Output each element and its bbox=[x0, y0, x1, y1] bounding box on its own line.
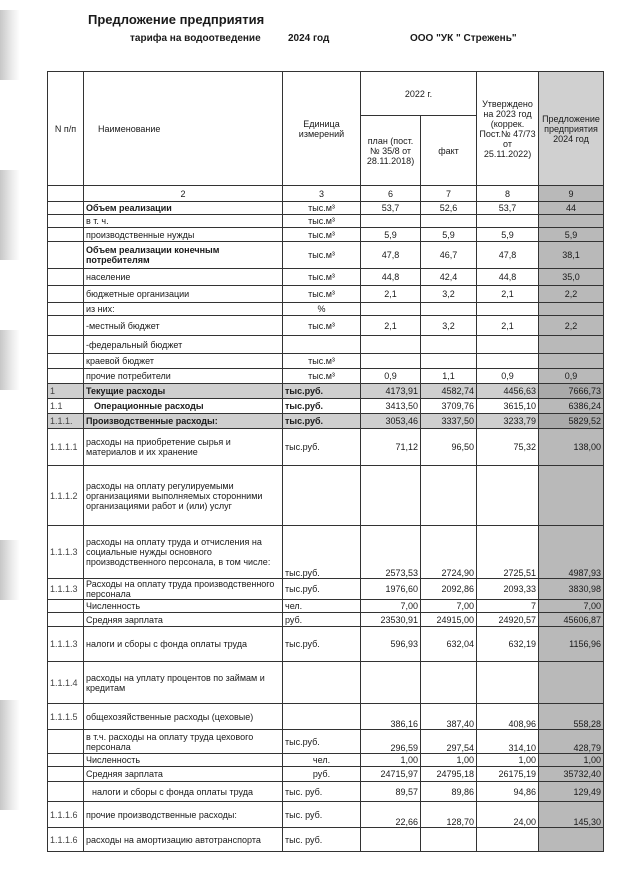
col-approved-header: Утверждено на 2023 год (коррек. Пост.№ 47/73 от 25.11.2022) bbox=[477, 72, 539, 186]
colnum-2: 2 bbox=[84, 186, 283, 202]
row-proposal: 145,30 bbox=[539, 802, 604, 828]
table-row bbox=[48, 303, 604, 316]
row-plan: 22,66 bbox=[361, 802, 421, 828]
row-fact: 128,70 bbox=[421, 802, 477, 828]
table-row bbox=[48, 369, 604, 384]
row-plan: 596,93 bbox=[361, 627, 421, 662]
table-row bbox=[48, 215, 604, 228]
row-plan: 71,12 bbox=[361, 429, 421, 466]
row-num bbox=[48, 600, 84, 613]
row-approved: 7 bbox=[477, 600, 539, 613]
row-proposal: 35,0 bbox=[539, 269, 604, 286]
scan-shadow-lower bbox=[0, 540, 20, 600]
table-row bbox=[48, 704, 604, 730]
row-proposal: 0,9 bbox=[539, 369, 604, 384]
row-name: Объем реализации bbox=[84, 202, 283, 215]
row-approved: 314,10 bbox=[477, 730, 539, 754]
row-fact: 1,1 bbox=[421, 369, 477, 384]
row-fact: 3,2 bbox=[421, 286, 477, 303]
row-unit: тыс.руб. bbox=[283, 579, 361, 600]
row-plan: 23530,91 bbox=[361, 613, 421, 627]
row-fact bbox=[421, 354, 477, 369]
row-approved: 2,1 bbox=[477, 316, 539, 336]
row-unit: тыс.м³ bbox=[283, 354, 361, 369]
row-num bbox=[48, 316, 84, 336]
scan-shadow-middle-2 bbox=[0, 330, 20, 390]
row-num: 1.1.1.5 bbox=[48, 704, 84, 730]
row-num bbox=[48, 354, 84, 369]
col-num-header: N п/п bbox=[48, 72, 84, 186]
row-approved: 26175,19 bbox=[477, 767, 539, 782]
row-plan: 5,9 bbox=[361, 228, 421, 242]
row-plan bbox=[361, 662, 421, 704]
row-proposal: 7,00 bbox=[539, 600, 604, 613]
row-proposal: 5,9 bbox=[539, 228, 604, 242]
row-num: 1.1.1. bbox=[48, 414, 84, 429]
row-fact bbox=[421, 303, 477, 316]
row-name: бюджетные организации bbox=[84, 286, 283, 303]
row-fact: 1,00 bbox=[421, 754, 477, 767]
row-name: Расходы на оплату труда производственного персонала bbox=[84, 579, 283, 600]
row-unit: % bbox=[283, 303, 361, 316]
row-approved: 94,86 bbox=[477, 782, 539, 802]
row-fact: 387,40 bbox=[421, 704, 477, 730]
colnum-empty bbox=[48, 186, 84, 202]
row-unit: тыс.руб. bbox=[283, 429, 361, 466]
row-name: из них: bbox=[84, 303, 283, 316]
row-fact: 42,4 bbox=[421, 269, 477, 286]
row-proposal: 1156,96 bbox=[539, 627, 604, 662]
row-fact: 7,00 bbox=[421, 600, 477, 613]
row-approved bbox=[477, 662, 539, 704]
row-unit: тыс.м³ bbox=[283, 242, 361, 269]
row-approved: 408,96 bbox=[477, 704, 539, 730]
row-approved: 2,1 bbox=[477, 286, 539, 303]
column-numbers-row bbox=[48, 186, 604, 202]
row-name: краевой бюджет bbox=[84, 354, 283, 369]
row-name: прочие потребители bbox=[84, 369, 283, 384]
row-fact: 96,50 bbox=[421, 429, 477, 466]
document-title: Предложение предприятия bbox=[88, 12, 265, 27]
row-num: 1.1.1.3 bbox=[48, 526, 84, 579]
table-row bbox=[48, 202, 604, 215]
row-name: налоги и сборы с фонда оплаты труда bbox=[84, 627, 283, 662]
document-year: 2024 год bbox=[288, 33, 330, 44]
row-fact: 5,9 bbox=[421, 228, 477, 242]
row-plan: 3053,46 bbox=[361, 414, 421, 429]
organization-name: ООО "УК " Стрежень" bbox=[410, 33, 517, 44]
row-approved: 1,00 bbox=[477, 754, 539, 767]
row-num: 1 bbox=[48, 384, 84, 399]
row-plan: 4173,91 bbox=[361, 384, 421, 399]
row-name: прочие производственные расходы: bbox=[84, 802, 283, 828]
row-plan: 0,9 bbox=[361, 369, 421, 384]
row-plan: 2,1 bbox=[361, 286, 421, 303]
row-fact: 4582,74 bbox=[421, 384, 477, 399]
row-unit: чел. bbox=[283, 754, 361, 767]
colnum-8: 8 bbox=[477, 186, 539, 202]
table-row bbox=[48, 466, 604, 526]
row-plan: 1,00 bbox=[361, 754, 421, 767]
row-approved bbox=[477, 354, 539, 369]
table-row bbox=[48, 336, 604, 354]
row-approved: 75,32 bbox=[477, 429, 539, 466]
row-fact: 24795,18 bbox=[421, 767, 477, 782]
row-approved: 3233,79 bbox=[477, 414, 539, 429]
row-plan: 2,1 bbox=[361, 316, 421, 336]
row-plan bbox=[361, 336, 421, 354]
scan-shadow-middle bbox=[0, 170, 20, 260]
table-row bbox=[48, 627, 604, 662]
row-name: Средняя зарплата bbox=[84, 613, 283, 627]
row-name: -федеральный бюджет bbox=[84, 336, 283, 354]
table-row bbox=[48, 354, 604, 369]
document-subtitle: тарифа на водоотведение bbox=[130, 33, 261, 44]
row-fact: 2092,86 bbox=[421, 579, 477, 600]
row-fact: 3,2 bbox=[421, 316, 477, 336]
row-plan bbox=[361, 466, 421, 526]
row-plan: 1976,60 bbox=[361, 579, 421, 600]
row-name: производственные нужды bbox=[84, 228, 283, 242]
row-proposal: 428,79 bbox=[539, 730, 604, 754]
table-row bbox=[48, 286, 604, 303]
row-plan: 386,16 bbox=[361, 704, 421, 730]
table-row bbox=[48, 242, 604, 269]
row-plan: 44,8 bbox=[361, 269, 421, 286]
row-approved: 0,9 bbox=[477, 369, 539, 384]
row-approved: 4456,63 bbox=[477, 384, 539, 399]
row-unit: тыс. руб. bbox=[283, 802, 361, 828]
row-num bbox=[48, 215, 84, 228]
row-approved bbox=[477, 336, 539, 354]
row-name: Производственные расходы: bbox=[84, 414, 283, 429]
row-fact: 297,54 bbox=[421, 730, 477, 754]
row-unit: тыс.м³ bbox=[283, 286, 361, 303]
row-proposal: 6386,24 bbox=[539, 399, 604, 414]
row-name: Операционные расходы bbox=[84, 399, 283, 414]
table-row bbox=[48, 662, 604, 704]
colnum-3: 3 bbox=[283, 186, 361, 202]
row-fact bbox=[421, 662, 477, 704]
row-proposal: 1,00 bbox=[539, 754, 604, 767]
row-proposal: 2,2 bbox=[539, 286, 604, 303]
row-unit: тыс.руб. bbox=[283, 399, 361, 414]
row-name: -местный бюджет bbox=[84, 316, 283, 336]
row-approved: 53,7 bbox=[477, 202, 539, 215]
table-row bbox=[48, 828, 604, 852]
row-proposal: 2,2 bbox=[539, 316, 604, 336]
row-fact: 2724,90 bbox=[421, 526, 477, 579]
scan-shadow-bottom bbox=[0, 700, 20, 810]
document-header bbox=[0, 0, 620, 70]
col-proposal-header: Предложение предприятия 2024 год bbox=[539, 72, 604, 186]
table-row bbox=[48, 802, 604, 828]
row-plan bbox=[361, 215, 421, 228]
row-unit: руб. bbox=[283, 767, 361, 782]
row-num: 1.1.1.4 bbox=[48, 662, 84, 704]
row-approved: 24,00 bbox=[477, 802, 539, 828]
row-unit: руб. bbox=[283, 613, 361, 627]
row-num bbox=[48, 286, 84, 303]
row-fact: 632,04 bbox=[421, 627, 477, 662]
row-num bbox=[48, 303, 84, 316]
table-row bbox=[48, 384, 604, 399]
row-num: 1.1.1.3 bbox=[48, 627, 84, 662]
col-plan-header: план (пост.№ 35/8 от 28.11.2018) bbox=[361, 116, 421, 186]
col-fact-header: факт bbox=[421, 116, 477, 186]
row-num bbox=[48, 613, 84, 627]
row-num bbox=[48, 730, 84, 754]
row-approved: 3615,10 bbox=[477, 399, 539, 414]
row-plan: 89,57 bbox=[361, 782, 421, 802]
row-num bbox=[48, 202, 84, 215]
row-num bbox=[48, 228, 84, 242]
row-num bbox=[48, 369, 84, 384]
row-unit bbox=[283, 336, 361, 354]
row-fact bbox=[421, 466, 477, 526]
row-proposal bbox=[539, 303, 604, 316]
row-fact: 89,86 bbox=[421, 782, 477, 802]
tariff-table bbox=[47, 71, 604, 852]
row-unit: тыс.м³ bbox=[283, 202, 361, 215]
row-plan: 24715,97 bbox=[361, 767, 421, 782]
row-plan: 53,7 bbox=[361, 202, 421, 215]
row-name: Численность bbox=[84, 754, 283, 767]
row-name: налоги и сборы с фонда оплаты труда bbox=[84, 782, 283, 802]
row-plan: 2573,53 bbox=[361, 526, 421, 579]
row-num: 1.1.1.2 bbox=[48, 466, 84, 526]
row-num: 1.1.1.6 bbox=[48, 802, 84, 828]
row-proposal: 5829,52 bbox=[539, 414, 604, 429]
table-row bbox=[48, 754, 604, 767]
table-row bbox=[48, 600, 604, 613]
table-row bbox=[48, 730, 604, 754]
row-unit: тыс.м³ bbox=[283, 369, 361, 384]
table-row bbox=[48, 228, 604, 242]
row-fact bbox=[421, 828, 477, 852]
col-name-header: Наименование bbox=[84, 72, 283, 186]
table-row bbox=[48, 399, 604, 414]
row-proposal: 558,28 bbox=[539, 704, 604, 730]
col-2022-header: 2022 г. bbox=[361, 72, 477, 116]
row-unit: тыс.м³ bbox=[283, 316, 361, 336]
row-unit: тыс. руб. bbox=[283, 782, 361, 802]
row-unit bbox=[283, 466, 361, 526]
row-approved: 2725,51 bbox=[477, 526, 539, 579]
row-fact: 24915,00 bbox=[421, 613, 477, 627]
row-unit: тыс.м³ bbox=[283, 269, 361, 286]
row-name: расходы на амортизацию автотранспорта bbox=[84, 828, 283, 852]
table-row bbox=[48, 414, 604, 429]
row-approved: 632,19 bbox=[477, 627, 539, 662]
row-proposal: 45606,87 bbox=[539, 613, 604, 627]
row-unit: чел. bbox=[283, 600, 361, 613]
table-row bbox=[48, 269, 604, 286]
row-num bbox=[48, 754, 84, 767]
row-approved bbox=[477, 466, 539, 526]
row-proposal: 38,1 bbox=[539, 242, 604, 269]
row-proposal bbox=[539, 466, 604, 526]
row-proposal: 3830,98 bbox=[539, 579, 604, 600]
row-proposal: 4987,93 bbox=[539, 526, 604, 579]
table-row bbox=[48, 767, 604, 782]
row-proposal bbox=[539, 336, 604, 354]
row-plan bbox=[361, 828, 421, 852]
row-unit: тыс. руб. bbox=[283, 828, 361, 852]
row-proposal: 7666,73 bbox=[539, 384, 604, 399]
row-fact bbox=[421, 336, 477, 354]
row-num bbox=[48, 782, 84, 802]
row-proposal: 129,49 bbox=[539, 782, 604, 802]
row-num bbox=[48, 336, 84, 354]
row-unit: тыс.м³ bbox=[283, 228, 361, 242]
colnum-7: 7 bbox=[421, 186, 477, 202]
row-name: население bbox=[84, 269, 283, 286]
row-proposal bbox=[539, 215, 604, 228]
row-unit bbox=[283, 704, 361, 730]
row-plan: 7,00 bbox=[361, 600, 421, 613]
row-fact bbox=[421, 215, 477, 228]
colnum-6: 6 bbox=[361, 186, 421, 202]
row-unit bbox=[283, 662, 361, 704]
row-name: Объем реализации конечным потребителям bbox=[84, 242, 283, 269]
col-unit-header: Единица измерений bbox=[283, 72, 361, 186]
row-unit: тыс.руб. bbox=[283, 627, 361, 662]
row-unit: тыс.м³ bbox=[283, 215, 361, 228]
row-approved bbox=[477, 215, 539, 228]
row-approved: 47,8 bbox=[477, 242, 539, 269]
row-unit: тыс.руб. bbox=[283, 730, 361, 754]
row-name: Средняя зарплата bbox=[84, 767, 283, 782]
row-name: Текущие расходы bbox=[84, 384, 283, 399]
row-proposal bbox=[539, 662, 604, 704]
table-row bbox=[48, 526, 604, 579]
row-approved: 2093,33 bbox=[477, 579, 539, 600]
row-name: расходы на приобретение сырья и материалов и их хранение bbox=[84, 429, 283, 466]
row-num bbox=[48, 767, 84, 782]
row-name: общехозяйственные расходы (цеховые) bbox=[84, 704, 283, 730]
row-name: в т.ч. расходы на оплату труда цехового персонала bbox=[84, 730, 283, 754]
table-row bbox=[48, 429, 604, 466]
row-name: расходы на оплату регулируемыми организациями выполняемых сторонними организациями работ и (или) услуг bbox=[84, 466, 283, 526]
row-proposal bbox=[539, 354, 604, 369]
row-num: 1.1.1.1 bbox=[48, 429, 84, 466]
row-fact: 3337,50 bbox=[421, 414, 477, 429]
header-row-1 bbox=[48, 72, 604, 116]
row-approved: 44,8 bbox=[477, 269, 539, 286]
row-num bbox=[48, 242, 84, 269]
row-unit: тыс.руб. bbox=[283, 526, 361, 579]
row-proposal: 35732,40 bbox=[539, 767, 604, 782]
row-fact: 52,6 bbox=[421, 202, 477, 215]
table-row bbox=[48, 782, 604, 802]
row-plan bbox=[361, 303, 421, 316]
row-unit: тыс.руб. bbox=[283, 384, 361, 399]
row-name: расходы на оплату труда и отчисления на социальные нужды основного производственного персонала, в том числе: bbox=[84, 526, 283, 579]
table-row bbox=[48, 579, 604, 600]
row-proposal: 138,00 bbox=[539, 429, 604, 466]
row-plan: 296,59 bbox=[361, 730, 421, 754]
row-name: расходы на уплату процентов по займам и кредитам bbox=[84, 662, 283, 704]
row-approved bbox=[477, 828, 539, 852]
row-approved: 24920,57 bbox=[477, 613, 539, 627]
row-fact: 46,7 bbox=[421, 242, 477, 269]
row-name: в т. ч. bbox=[84, 215, 283, 228]
row-unit: тыс.руб. bbox=[283, 414, 361, 429]
row-plan: 3413,50 bbox=[361, 399, 421, 414]
row-num: 1.1.1.6 bbox=[48, 828, 84, 852]
row-plan bbox=[361, 354, 421, 369]
row-proposal bbox=[539, 828, 604, 852]
row-num: 1.1.1.3 bbox=[48, 579, 84, 600]
row-plan: 47,8 bbox=[361, 242, 421, 269]
row-name: Численность bbox=[84, 600, 283, 613]
row-approved: 5,9 bbox=[477, 228, 539, 242]
row-fact: 3709,76 bbox=[421, 399, 477, 414]
row-approved bbox=[477, 303, 539, 316]
colnum-9: 9 bbox=[539, 186, 604, 202]
row-proposal: 44 bbox=[539, 202, 604, 215]
row-num: 1.1 bbox=[48, 399, 84, 414]
row-num bbox=[48, 269, 84, 286]
table-row bbox=[48, 316, 604, 336]
table-row bbox=[48, 613, 604, 627]
